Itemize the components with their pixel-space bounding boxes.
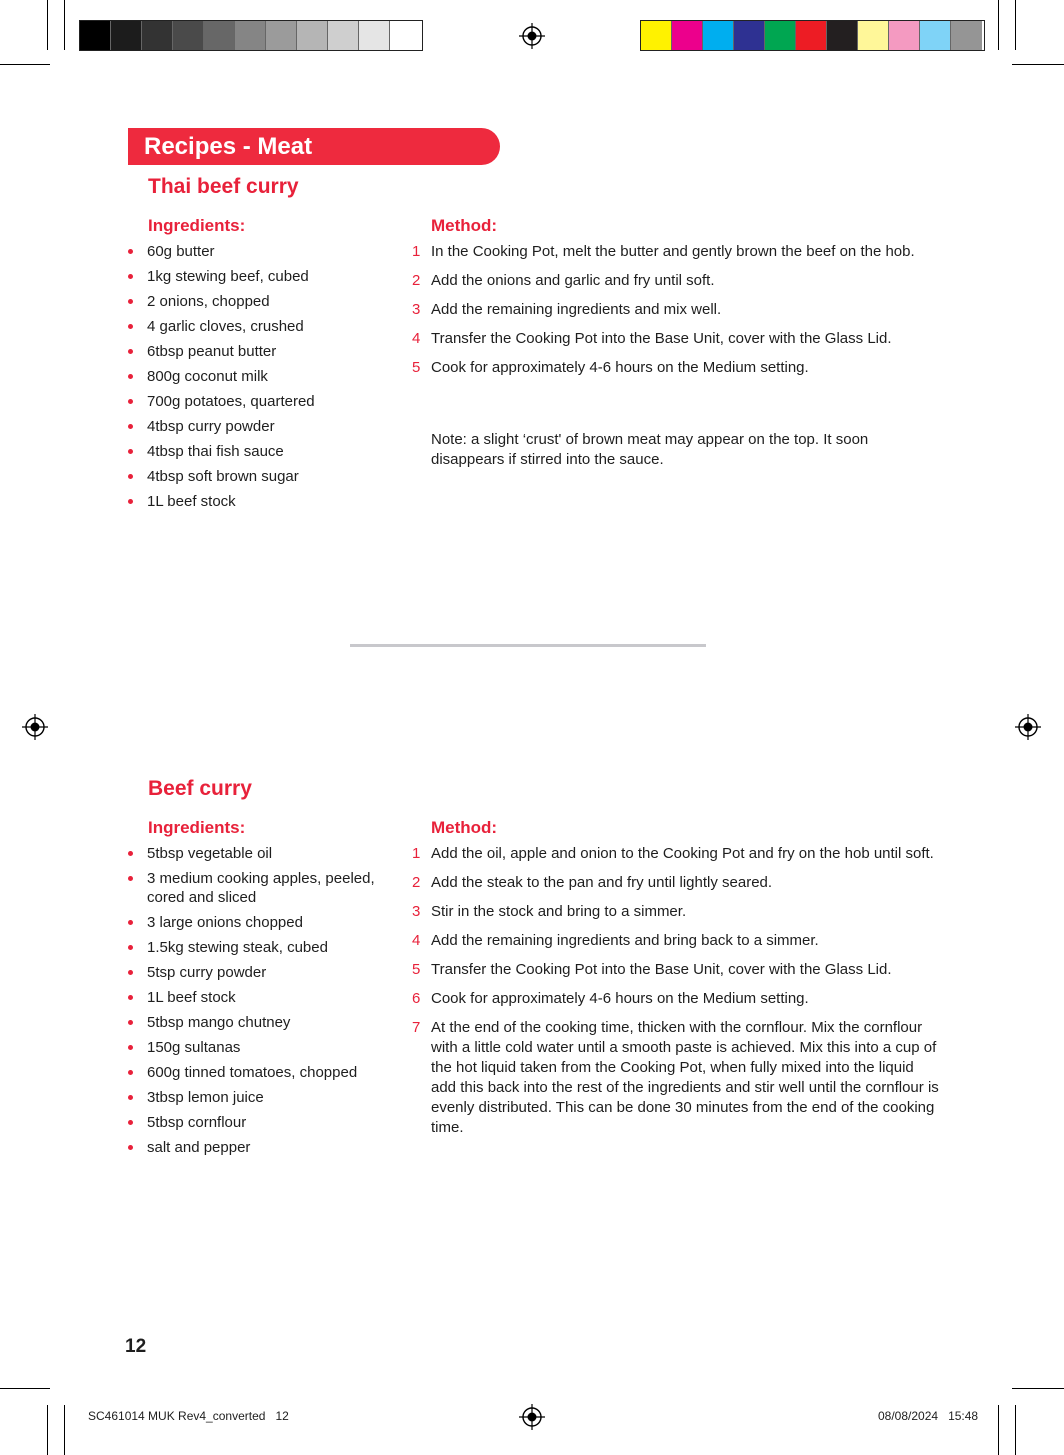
ingredient-item [128, 417, 388, 436]
bullet-icon [128, 249, 133, 254]
crop-mark [47, 1405, 48, 1455]
ingredient-text: 1kg stewing beef, cubed [147, 268, 309, 285]
section-divider [350, 644, 706, 647]
ingredients-heading: Ingredients: [148, 216, 246, 235]
ingredient-text: 3 medium cooking apples, peeled, cored and sliced [147, 870, 375, 906]
bullet-icon [128, 424, 133, 429]
color-swatch [672, 21, 703, 50]
registration-mark-icon [1015, 714, 1041, 740]
method-step [410, 242, 940, 262]
step-number: 1 [412, 243, 421, 260]
footer-date: 08/08/2024 [878, 1409, 939, 1423]
color-swatch [920, 21, 951, 50]
footer-file-name: SC461014 MUK Rev4_converted [88, 1409, 266, 1423]
ingredient-item [128, 913, 388, 932]
crop-mark [0, 64, 50, 65]
ingredient-item [128, 1013, 388, 1032]
ingredient-text: 5tbsp vegetable oil [147, 845, 273, 862]
step-number: 1 [412, 845, 421, 862]
ingredient-item [128, 292, 388, 311]
color-swatch [328, 21, 359, 50]
color-swatch [359, 21, 390, 50]
bullet-icon [128, 274, 133, 279]
crop-mark [998, 0, 999, 50]
color-swatch [142, 21, 173, 50]
step-text: In the Cooking Pot, melt the butter and gently brown the beef on the hob. [431, 243, 915, 260]
step-text: Add the remaining ingredients and mix well. [431, 301, 722, 318]
bullet-icon [128, 1120, 133, 1125]
recipe-title: Thai beef curry [148, 175, 299, 198]
crop-mark [64, 0, 65, 50]
bullet-icon [128, 1045, 133, 1050]
method-step [410, 358, 940, 378]
ingredient-item [128, 242, 388, 261]
crop-mark [1015, 0, 1016, 50]
ingredient-text: 4tbsp soft brown sugar [147, 468, 299, 485]
bullet-icon [128, 349, 133, 354]
method-list [410, 844, 940, 1147]
crop-mark [998, 1405, 999, 1455]
recipe-title: Beef curry [148, 777, 252, 800]
ingredient-item [128, 342, 388, 361]
color-swatch [111, 21, 142, 50]
ingredient-text: 3tbsp lemon juice [147, 1089, 264, 1106]
ingredient-item [128, 367, 388, 386]
step-text: Cook for approximately 4-6 hours on the Medium setting. [431, 359, 809, 376]
bullet-icon [128, 970, 133, 975]
step-text: Transfer the Cooking Pot into the Base Unit, cover with the Glass Lid. [431, 961, 892, 978]
color-swatch [796, 21, 827, 50]
method-step [410, 960, 940, 980]
bullet-icon [128, 324, 133, 329]
ingredient-text: 60g butter [147, 243, 215, 260]
bullet-icon [128, 851, 133, 856]
ingredient-text: 3 large onions chopped [147, 914, 303, 931]
color-swatch [80, 21, 111, 50]
bullet-icon [128, 876, 133, 881]
ingredients-heading: Ingredients: [148, 818, 246, 837]
bullet-icon [128, 1145, 133, 1150]
ingredient-item [128, 1138, 388, 1157]
ingredient-item [128, 317, 388, 336]
step-text: Transfer the Cooking Pot into the Base Unit, cover with the Glass Lid. [431, 330, 892, 347]
ingredient-text: 1L beef stock [147, 989, 236, 1006]
ingredient-text: salt and pepper [147, 1139, 251, 1156]
method-step [410, 844, 940, 864]
method-step [410, 989, 940, 1009]
step-number: 5 [412, 359, 421, 376]
ingredient-text: 4 garlic cloves, crushed [147, 318, 304, 335]
color-swatch [951, 21, 982, 50]
color-swatch [827, 21, 858, 50]
crop-mark [64, 1405, 65, 1455]
crop-mark [1012, 64, 1064, 65]
step-text: Add the onions and garlic and fry until soft. [431, 272, 715, 289]
bullet-icon [128, 399, 133, 404]
footer-page: 12 [275, 1409, 289, 1423]
recipe-note: Note: a slight ‘crust' of brown meat may appear on the top. It soon disappears if stirred into the sauce. [431, 431, 869, 468]
ingredient-text: 600g tinned tomatoes, chopped [147, 1064, 358, 1081]
ingredient-text: 5tbsp mango chutney [147, 1014, 291, 1031]
color-swatch [889, 21, 920, 50]
ingredient-item [128, 442, 388, 461]
step-number: 4 [412, 330, 421, 347]
step-text: At the end of the cooking time, thicken with the cornflour. Mix the cornflour with a little cold water until a smooth paste is achieved. Mix this into a cup of the hot liquid taken from the Cooking Pot, when fully mixed into the liquid add this back into the rest of the ingredients and stir well until the cornflour is evenly distributed. This can be done 30 minutes from the end of the cooking time. [431, 1019, 939, 1136]
step-number: 3 [412, 301, 421, 318]
ingredient-text: 1.5kg stewing steak, cubed [147, 939, 328, 956]
ingredient-text: 1L beef stock [147, 493, 236, 510]
color-swatch [173, 21, 204, 50]
step-text: Add the remaining ingredients and bring back to a simmer. [431, 932, 819, 949]
bullet-icon [128, 1095, 133, 1100]
method-step [410, 1018, 940, 1138]
method-step [410, 873, 940, 893]
step-number: 3 [412, 903, 421, 920]
color-swatch [765, 21, 796, 50]
bullet-icon [128, 1020, 133, 1025]
step-number: 2 [412, 874, 421, 891]
color-calibration-bar [640, 20, 985, 51]
ingredient-item [128, 988, 388, 1007]
method-step [410, 931, 940, 951]
crop-mark [0, 1388, 50, 1389]
ingredient-text: 700g potatoes, quartered [147, 393, 315, 410]
color-swatch [858, 21, 889, 50]
step-text: Cook for approximately 4-6 hours on the Medium setting. [431, 990, 809, 1007]
ingredient-item [128, 869, 388, 907]
step-number: 4 [412, 932, 421, 949]
bullet-icon [128, 374, 133, 379]
ingredient-text: 5tsp curry powder [147, 964, 267, 981]
ingredient-item [128, 492, 388, 511]
crop-mark [1012, 1388, 1064, 1389]
bullet-icon [128, 945, 133, 950]
step-number: 7 [412, 1019, 421, 1036]
ingredient-item [128, 844, 388, 863]
crop-mark [47, 0, 48, 50]
method-step [410, 271, 940, 291]
registration-mark-icon [519, 1404, 545, 1430]
section-banner: Recipes - Meat [128, 128, 500, 165]
ingredient-item [128, 1038, 388, 1057]
bullet-icon [128, 995, 133, 1000]
color-swatch [734, 21, 765, 50]
grayscale-calibration-bar [79, 20, 423, 51]
method-step [410, 300, 940, 320]
ingredient-text: 6tbsp peanut butter [147, 343, 277, 360]
ingredient-item [128, 392, 388, 411]
ingredient-item [128, 1113, 388, 1132]
color-swatch [703, 21, 734, 50]
ingredient-item [128, 1088, 388, 1107]
color-swatch [204, 21, 235, 50]
bullet-icon [128, 1070, 133, 1075]
color-swatch [390, 21, 421, 50]
ingredient-item [128, 938, 388, 957]
registration-mark-icon [22, 714, 48, 740]
bullet-icon [128, 499, 133, 504]
color-swatch [235, 21, 266, 50]
step-number: 6 [412, 990, 421, 1007]
ingredient-text: 2 onions, chopped [147, 293, 270, 310]
ingredient-item [128, 963, 388, 982]
ingredient-text: 4tbsp thai fish sauce [147, 443, 284, 460]
page-number: 12 [125, 1336, 147, 1357]
step-number: 2 [412, 272, 421, 289]
ingredient-text: 150g sultanas [147, 1039, 241, 1056]
step-text: Stir in the stock and bring to a simmer. [431, 903, 687, 920]
color-swatch [297, 21, 328, 50]
bullet-icon [128, 920, 133, 925]
ingredient-text: 5tbsp cornflour [147, 1114, 247, 1131]
bullet-icon [128, 474, 133, 479]
color-swatch [266, 21, 297, 50]
color-swatch [641, 21, 672, 50]
method-step [410, 329, 940, 349]
method-step [410, 902, 940, 922]
step-number: 5 [412, 961, 421, 978]
step-text: Add the oil, apple and onion to the Cooking Pot and fry on the hob until soft. [431, 845, 934, 862]
method-heading: Method: [431, 216, 498, 235]
ingredient-item [128, 267, 388, 286]
bullet-icon [128, 449, 133, 454]
method-list [410, 242, 940, 387]
registration-mark-icon [519, 23, 545, 49]
footer-time: 15:48 [948, 1409, 979, 1423]
ingredient-item [128, 1063, 388, 1082]
ingredient-item [128, 467, 388, 486]
method-heading: Method: [431, 818, 498, 837]
step-text: Add the steak to the pan and fry until lightly seared. [431, 874, 773, 891]
ingredient-text: 4tbsp curry powder [147, 418, 275, 435]
ingredient-text: 800g coconut milk [147, 368, 268, 385]
bullet-icon [128, 299, 133, 304]
ingredients-list [128, 242, 388, 517]
crop-mark [1015, 1405, 1016, 1455]
footer-timestamp [878, 1409, 978, 1423]
ingredients-list [128, 844, 388, 1163]
footer-file-label [88, 1409, 289, 1423]
